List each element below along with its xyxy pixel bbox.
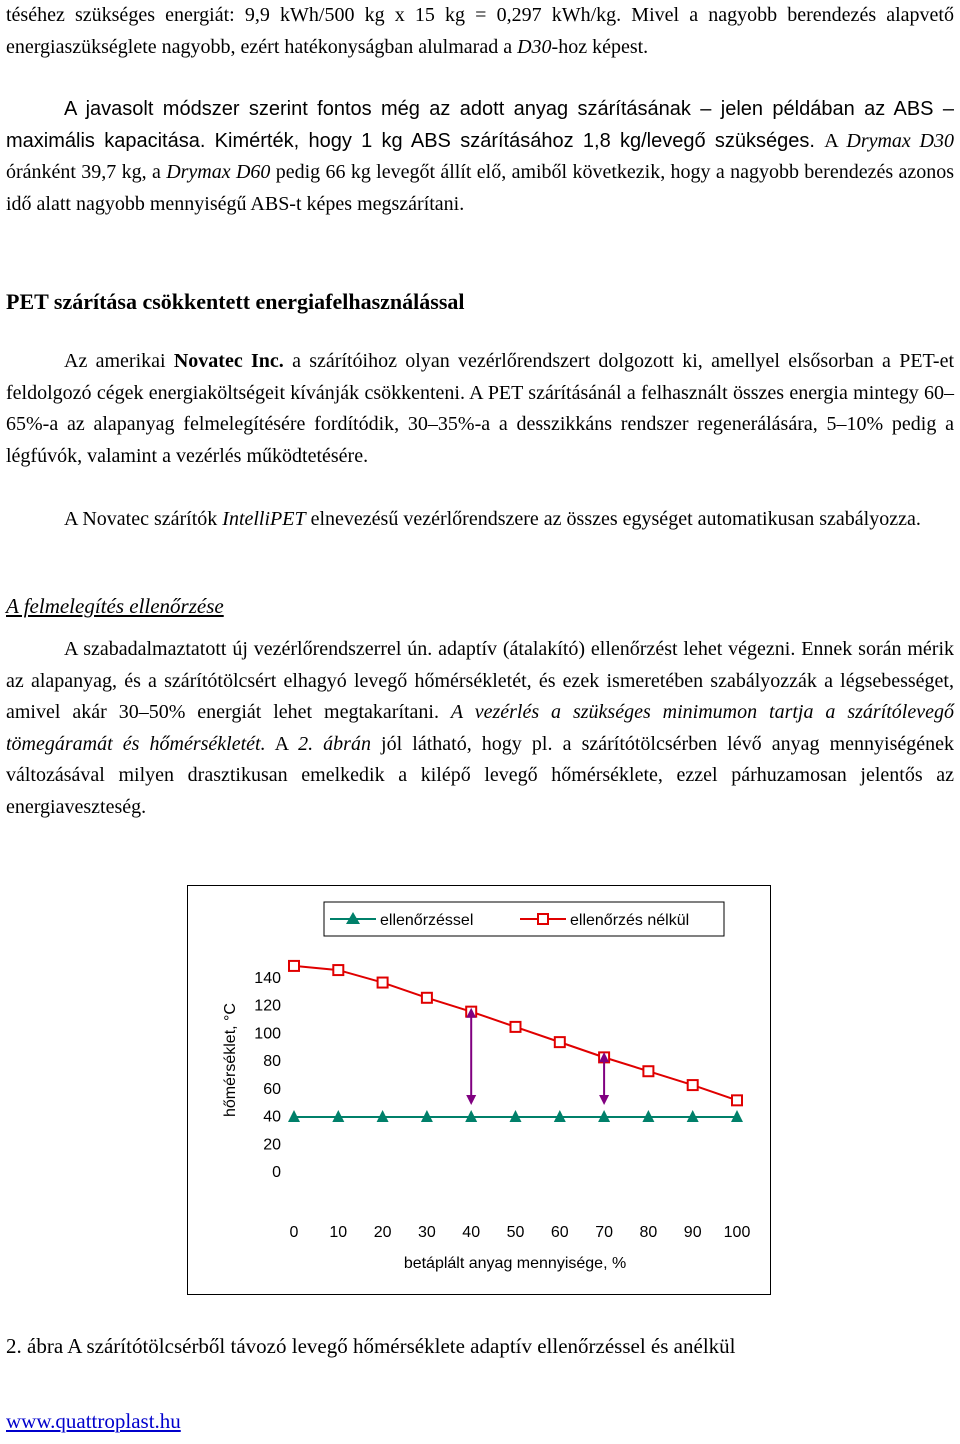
x-tick-label: 30 — [418, 1224, 436, 1241]
annotation-arrow-head-down — [599, 1095, 609, 1105]
legend-marker-square — [538, 914, 548, 924]
data-point-square — [333, 965, 343, 975]
data-point-square — [555, 1037, 565, 1047]
data-point-square — [378, 978, 388, 988]
x-axis-label: betáplált anyag mennyisége, % — [403, 1255, 627, 1272]
y-tick-label: 60 — [263, 1080, 281, 1098]
data-point-square — [422, 993, 432, 1003]
y-tick-label: 40 — [263, 1108, 281, 1126]
x-tick-label: 20 — [373, 1224, 392, 1241]
paragraph-4: A Novatec szárítók IntelliPET elnevezésű vezérlőrendszere az összes egységet automatikusan szabályozza. — [64, 508, 921, 530]
x-tick-label: 70 — [595, 1224, 613, 1241]
annotation-arrow-head-down — [466, 1095, 476, 1105]
paragraph-3: Az amerikai Novatec Inc. a szárítóihoz olyan vezérlőrendszert dolgozott ki, amellyel elsősorban a PET-et feldolgozó cégek energiaköltségeit kívánják csökkenteni. A PET szárításánál a felhasznált összes energia mintegy 60–65%-a az alapanyag felmelegítésére fordítódik, 30–35%-a a desszikkáns rendszer regenerálására, 5–10% pedig a légfúvók, valamint a vezérlés működtetésére. — [6, 350, 955, 467]
x-tick-label: 60 — [550, 1224, 569, 1241]
y-tick-label: 100 — [254, 1025, 281, 1043]
paragraph-5: A szabadalmaztatott új vezérlőrendszerrel ún. adaptív (átalakító) ellenőrzést lehet végezni. Ennek során mérik az alapanyag, és a szárítótölcsért elhagyó levegő hőmérsékletét, és ezek ismeretében szabályozzák a légsebességet, amivel akár 30–50% energiát lehet megtakarítani. A vezérlés a szükséges minimumon tartja a szárítólevegő tömegáramát és hőmérsékletét. A 2. ábrán jól látható, hogy pl. a szárítótölcsérben lévő anyag mennyiségének változásával milyen drasztikusan emelkedik a kilépő levegő hőmérséklete, ezzel párhuzamosan jelentős az energiaveszteség. — [6, 638, 954, 818]
x-tick-label: 100 — [723, 1224, 751, 1241]
section-heading-pet: PET szárítása csökkentett energiafelhasználással — [6, 289, 465, 314]
subsection-heading-heating: A felmelegítés ellenőrzése — [6, 594, 224, 618]
x-tick-label: 90 — [683, 1224, 702, 1241]
data-point-square — [289, 961, 299, 971]
footer-link[interactable]: www.quattroplast.hu — [6, 1409, 181, 1433]
x-tick-label: 50 — [506, 1224, 525, 1241]
series-line-2 — [294, 966, 737, 1100]
data-point-square — [643, 1066, 653, 1076]
paragraph-1: téséhez szükséges energiát: 9,9 kWh/500 kg x 15 kg = 0,297 kWh/kg. Mivel a nagyobb berendezés alapvető energiaszükséglete nagyobb, ezért hatékonyságban alulmarad a D30-hoz képest. — [6, 4, 954, 58]
y-tick-label: 80 — [263, 1053, 281, 1071]
y-tick-label: 0 — [272, 1164, 281, 1181]
temperature-chart — [187, 885, 771, 1295]
data-point-square — [732, 1095, 742, 1105]
data-point-square — [688, 1080, 698, 1090]
x-tick-label: 0 — [289, 1224, 299, 1241]
y-tick-label: 120 — [254, 997, 281, 1015]
paragraph-2: A javasolt módszer szerint fontos még az adott anyag szárításának – jelen példában az ABS – maximális kapacitása. Kimérték, hogy 1 kg ABS szárításához 1,8 kg/levegő szükséges. A Drymax D30 óránként 39,7 kg, a Drymax D60 pedig 66 kg levegőt állít elő, amiből következik, hogy a nagyobb berendezés azonos idő alatt nagyobb mennyiségű ABS-t képes megszárítani. — [6, 98, 954, 215]
x-tick-label: 10 — [329, 1224, 348, 1241]
legend-label-1: ellenőrzéssel — [380, 912, 474, 929]
data-point-square — [511, 1022, 521, 1032]
x-tick-label: 80 — [639, 1224, 658, 1241]
chart-svg — [188, 886, 770, 1294]
y-axis-label: hőmérséklet, °C — [222, 1003, 239, 1117]
x-tick-label: 40 — [462, 1224, 481, 1241]
y-tick-label: 140 — [254, 970, 281, 987]
figure-caption: 2. ábra A szárítótölcsérből távozó levegő hőmérséklete adaptív ellenőrzéssel és anélkül — [6, 1334, 736, 1358]
legend-label-2: ellenőrzés nélkül — [570, 912, 690, 929]
y-tick-label: 20 — [263, 1136, 281, 1154]
